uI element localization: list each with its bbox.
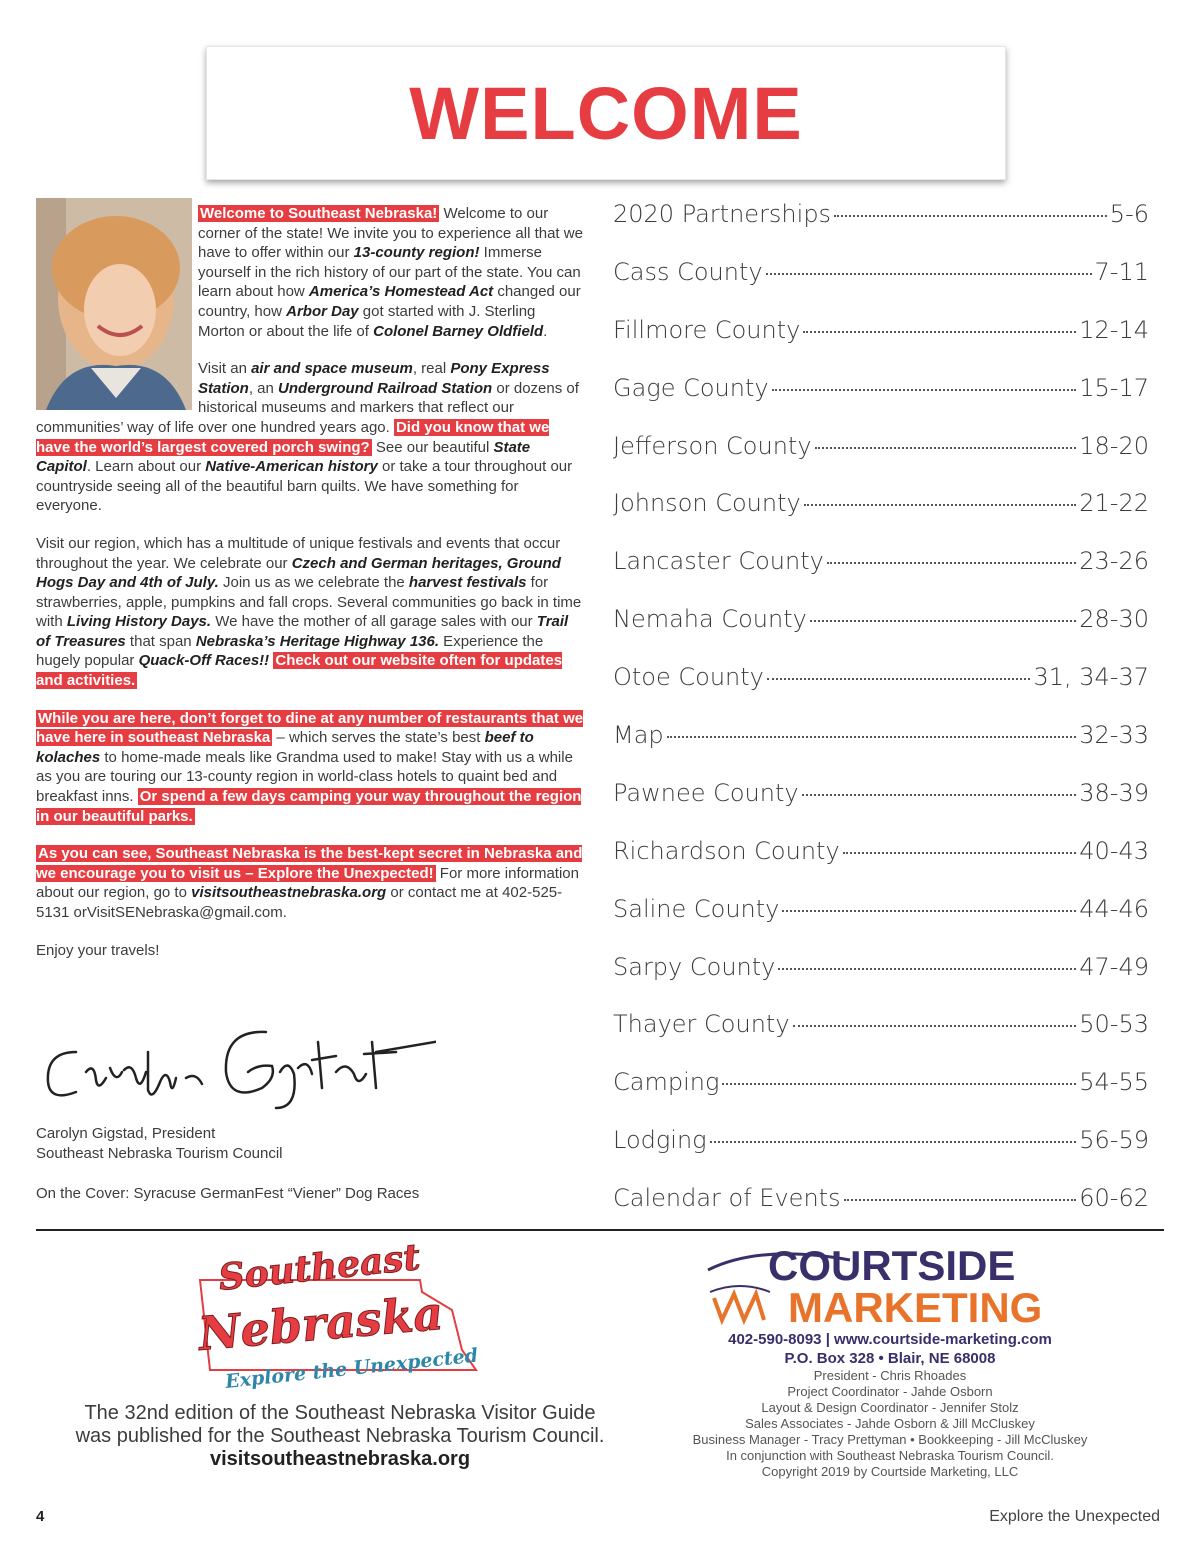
emphasis-text: Quack-Off Races!! [138,652,270,670]
toc-dot-leader [803,331,1076,333]
divider [36,1229,1164,1231]
toc-entry-label: Lancaster County [613,547,824,576]
toc-entry-label: Saline County [613,894,780,923]
text-run: For more information about our region, go to [36,864,579,902]
emphasis-text: Underground Railroad Station [278,379,493,397]
text-run: or contact me at 402-525-5131 orVisitSENebraska@gmail.com. [36,884,563,921]
table-of-contents [613,200,1149,1242]
credit-line: In conjunction with Southeast Nebraska Tourism Council. [726,1448,1054,1463]
credit-line: Business Manager - Tracy Prettyman • Bookkeeping - Jill McCluskey [692,1432,1088,1447]
emphasis-text: Czech and German heritages, Ground Hogs Day and 4th of July. [36,554,561,592]
toc-entry-label: Johnson County [613,489,801,518]
caption-line-1: The 32nd edition of the Southeast Nebraska Visitor Guide [84,1402,596,1424]
toc-dot-leader [710,1141,1077,1143]
svg-text:Nebraska: Nebraska [196,1285,446,1361]
page-number: 4 [36,1508,45,1525]
toc-dot-leader [802,794,1077,796]
toc-dot-leader [804,504,1077,506]
toc-entry-pages: 54-55 [1079,1068,1149,1097]
toc-entry-pages: 12-14 [1079,315,1149,344]
text-run: or take a tour throughout our countryside seeing all of the beautiful barn quilts. We have something for everyone. [36,458,573,515]
text-run: , an [248,379,279,397]
highlight-text: While you are here, don’t forget to dine at any number of restaurants that we have here in southeast Nebraska [36,709,584,747]
svg-text:COURTSIDE: COURTSIDE [768,1242,1016,1289]
svg-text:Explore the Unexpected: Explore the Unexpected [224,1344,480,1393]
text-run: for strawberries, apple, pumpkins and fall crops. Several communities go back in time with [36,574,582,631]
credit-line: President - Chris Rhoades [813,1368,967,1383]
toc-dot-leader [778,968,1076,970]
cover-note: On the Cover: Syracuse GermanFest “Viener” Dog Races [36,1185,420,1202]
text-run: , real [412,360,451,378]
toc-dot-leader [843,852,1077,854]
toc-entry-pages: 60-62 [1079,1184,1149,1213]
toc-entry-pages: 56-59 [1079,1126,1149,1155]
text-run: Welcome to our corner of the state! We invite you to experience all that we have to offer within our [198,205,583,262]
highlight-text: Check out our website often for updates and activities. [36,652,563,690]
signer-block [36,1124,283,1163]
signer-title: Carolyn Gigstad, President [36,1125,216,1142]
highlight-text: Or spend a few days camping your way throughout the region in our beautiful parks. [36,788,582,825]
credit-line: Layout & Design Coordinator - Jennifer Stolz [761,1400,1019,1415]
toc-entry [613,605,1149,663]
toc-entry-pages: 47-49 [1079,952,1149,981]
toc-entry-pages: 32-33 [1079,721,1149,750]
toc-entry [613,721,1149,779]
handwritten-signature [36,1012,436,1112]
toc-dot-leader [667,736,1077,738]
toc-entry-label: Nemaha County [613,605,807,634]
toc-entry-pages: 5-6 [1109,200,1149,228]
toc-entry-pages: 44-46 [1079,894,1149,923]
toc-dot-leader [772,389,1077,391]
svg-text:MARKETING: MARKETING [788,1284,1043,1330]
letter-paragraph-3 [36,534,586,691]
toc-entry-label: Cass County [613,257,763,286]
emphasis-text: Nebraska’s Heritage Highway 136. [195,632,440,650]
toc-entry-label: 2020 Partnerships [613,200,832,228]
highlight-text: Did you know that we have the world’s largest covered porch swing? [36,418,550,456]
courtside-credits [640,1368,1140,1480]
toc-entry [613,895,1149,953]
emphasis-text: Arbor Day [286,302,359,320]
emphasis-text: 13-county region! [353,244,480,262]
welcome-letter [36,204,586,978]
toc-entry-pages: 21-22 [1079,489,1149,518]
text-run: Join us as we celebrate the [218,574,409,592]
toc-entry-pages: 50-53 [1079,1010,1149,1039]
toc-entry-label: Lodging [613,1126,707,1155]
emphasis-text: air and space museum [251,360,413,378]
toc-entry-pages: 31, 34-37 [1033,663,1149,692]
svg-text:Southeast: Southeast [216,1240,422,1299]
toc-dot-leader [722,1083,1076,1085]
toc-entry [613,258,1149,316]
letter-paragraph-4 [36,709,586,827]
letter-paragraph-1 [36,204,586,341]
text-run: . Learn about our [86,458,206,476]
toc-entry [613,1068,1149,1126]
toc-entry-label: Fillmore County [613,315,801,344]
toc-entry-label: Thayer County [613,1010,790,1039]
signer-organization: Southeast Nebraska Tourism Council [36,1144,283,1162]
text-run: Visit our region, which has a multitude of unique festivals and events that occur throughout the year. We celebrate our [36,534,561,572]
toc-entry [613,547,1149,605]
toc-dot-leader [834,215,1107,217]
courtside-address: P.O. Box 328 • Blair, NE 68008 [784,1350,996,1367]
text-run: We have the mother of all garage sales with our [211,613,537,631]
toc-entry [613,1126,1149,1184]
toc-dot-leader [827,562,1076,564]
toc-entry-label: Calendar of Events [613,1184,841,1213]
toc-entry-label: Camping [613,1068,720,1097]
toc-entry [613,374,1149,432]
credit-line: Project Coordinator - Jahde Osborn [787,1384,993,1399]
toc-dot-leader [766,273,1092,275]
toc-entry [613,837,1149,895]
text-run: Immerse yourself in the rich history of our part of the state. You can learn about how [198,244,581,301]
emphasis-text: Colonel Barney Oldfield [373,322,544,340]
courtside-contact: 402-590-8093 | www.courtside-marketing.com [728,1331,1052,1348]
text-run: – which serves the state’s best [272,729,485,747]
toc-entry-pages: 40-43 [1079,836,1149,865]
website-link-text: visitsoutheastnebraska.org [191,884,387,902]
emphasis-text: beef to kolaches [36,729,534,766]
toc-dot-leader [810,620,1076,622]
toc-entry [613,316,1149,374]
credit-line: Sales Associates - Jahde Osborn & Jill McCluskey [745,1416,1035,1431]
emphasis-text: America’s Homestead Act [308,283,494,301]
highlight-text: As you can see, Southeast Nebraska is the best-kept secret in Nebraska and we encourage you to visit us – Explore the Unexpected! [36,845,583,882]
emphasis-text: Living History Days. [66,613,212,631]
toc-entry-pages: 15-17 [1079,373,1149,402]
toc-dot-leader [844,1199,1077,1201]
page-title: WELCOME [409,71,803,155]
toc-entry-pages: 23-26 [1079,547,1149,576]
toc-entry [613,432,1149,490]
toc-entry [613,953,1149,1011]
toc-entry [613,489,1149,547]
toc-entry-label: Gage County [613,373,769,402]
caption-line-2: was published for the Southeast Nebraska Tourism Council. [75,1425,605,1447]
toc-entry-label: Sarpy County [613,952,776,981]
caption-url: visitsoutheastnebraska.org [209,1448,471,1470]
highlight-text: Welcome to Southeast Nebraska! [200,205,438,222]
toc-dot-leader [815,447,1077,449]
emphasis-text: Native-American history [205,458,378,476]
toc-entry-label: Map [613,721,664,750]
letter-paragraph-5 [36,844,586,922]
courtside-marketing-logo [700,1240,1060,1330]
emphasis-text: Pony Express Station [198,360,550,397]
text-run: Visit an [198,360,252,378]
toc-dot-leader [782,910,1076,912]
toc-entry [613,200,1149,258]
text-run: See our beautiful [371,438,494,456]
courtside-info [640,1330,1140,1480]
toc-entry-pages: 7-11 [1094,257,1149,286]
toc-entry-label: Pawnee County [613,778,799,807]
emphasis-text: Trail of Treasures [36,613,569,650]
toc-entry-pages: 38-39 [1079,778,1149,807]
toc-entry [613,1010,1149,1068]
text-run: . [543,322,548,340]
text-run: to home-made meals like Grandma used to make! Stay with us a while as you are touring our 13-county region in world-class hotels to quaint bed and breakfast inns. [36,748,573,806]
text-run: Experience the hugely popular [36,632,544,670]
emphasis-text: State Capitol [36,438,531,476]
emphasis-text: harvest festivals [408,574,527,592]
southeast-nebraska-logo [190,1240,490,1400]
toc-entry [613,779,1149,837]
visitor-guide-caption [40,1402,640,1471]
footer-tagline: Explore the Unexpected [989,1508,1160,1525]
credit-line: Copyright 2019 by Courtside Marketing, LLC [761,1464,1019,1479]
welcome-banner [206,46,1006,180]
text-run: or dozens of historical museums and markers that reflect our communities’ way of life over one hundred years ago. [36,379,579,436]
toc-dot-leader [793,1025,1077,1027]
toc-entry [613,1184,1149,1242]
toc-entry-pages: 28-30 [1079,605,1149,634]
toc-entry-label: Jefferson County [613,431,812,460]
closing-line: Enjoy your travels! [36,941,160,959]
text-run: that span [125,632,196,650]
toc-dot-leader [767,678,1031,680]
text-run: changed our country, how [198,283,581,320]
toc-entry-pages: 18-20 [1079,431,1149,460]
toc-entry-label: Richardson County [613,836,840,865]
toc-entry-label: Otoe County [613,663,764,692]
toc-entry [613,663,1149,721]
text-run: got started with J. Sterling Morton or about the life of [198,302,536,340]
